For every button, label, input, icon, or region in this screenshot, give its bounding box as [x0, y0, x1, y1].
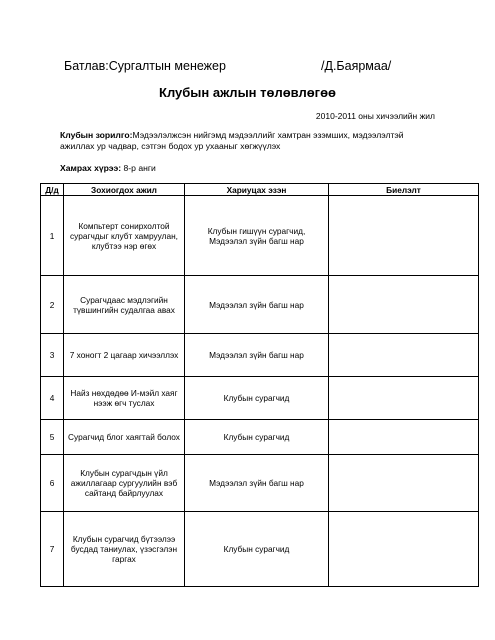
row-task: Компьтерт сонирхолтой сурагчдыг клубт хамруулан, клубтээ нэр өгөх: [64, 196, 185, 276]
table-row: [41, 420, 479, 455]
document-title: Клубын ажлын төлөвлөгөө: [159, 85, 336, 100]
row-number: 1: [41, 196, 64, 276]
header-number: Д/д: [41, 184, 64, 196]
row-status: [329, 455, 479, 512]
participants-value: 8-р анги: [121, 163, 156, 173]
row-number: 5: [41, 420, 64, 455]
row-task: Клубын сурагчдын үйл ажиллагаар сургуулийн вэб сайтанд байрлуулах: [64, 455, 185, 512]
row-number: 3: [41, 334, 64, 377]
row-owner: Клубын сурагчид: [185, 377, 329, 420]
row-task: 7 хоногт 2 цагаар хичээллэх: [64, 334, 185, 377]
header-owner: Хариуцах эзэн: [185, 184, 329, 196]
table-row: [41, 334, 479, 377]
table-row: [41, 276, 479, 334]
table-header-row: [41, 184, 479, 196]
row-owner: Мэдээлэл зүйн багш нар: [185, 334, 329, 377]
row-status: [329, 512, 479, 587]
row-number: 4: [41, 377, 64, 420]
participants-label: Хамрах хүрээ:: [60, 163, 122, 173]
row-number: 7: [41, 512, 64, 587]
row-number: 6: [41, 455, 64, 512]
participants: [60, 163, 156, 173]
row-owner: Мэдээлэл зүйн багш нар: [185, 276, 329, 334]
row-status: [329, 420, 479, 455]
row-task: Клубын сурагчид бүтээлээ бусдад таниулах, үзэсгэлэн гаргах: [64, 512, 185, 587]
row-status: [329, 377, 479, 420]
header-task: Зохиогдох ажил: [64, 184, 185, 196]
row-status: [329, 276, 479, 334]
table-row: [41, 377, 479, 420]
row-task: Найз нөхдөдөө И-мэйл хаяг нээж өгч туслах: [64, 377, 185, 420]
row-owner: Клубын сурагчид: [185, 512, 329, 587]
row-status: [329, 334, 479, 377]
header-status: Биелэлт: [329, 184, 479, 196]
row-status: [329, 196, 479, 276]
table-row: [41, 512, 479, 587]
row-owner: Клубын гишүүн сурагчид, Мэдээлэл зүйн багш нар: [185, 196, 329, 276]
approver-name: /Д.Баярмаа/: [321, 59, 392, 73]
row-task: Сурагчдаас мэдлэгийн түвшингийн судалгаа авах: [64, 276, 185, 334]
row-owner: Клубын сурагчид: [185, 420, 329, 455]
plan-table: [40, 183, 479, 587]
row-task: Сурагчид блог хаягтай болох: [64, 420, 185, 455]
row-number: 2: [41, 276, 64, 334]
table-row: [41, 196, 479, 276]
goal-text: Мэдээлэлжсэн нийгэмд мэдээллийг хамтран эзэмших, мэдээлэлтэй ажиллах ур чадвар, сэтгэн бодох ур ухааныг хөгжүүлэх: [60, 130, 404, 151]
table-row: [41, 455, 479, 512]
school-year: 2010-2011 оны хичээлийн жил: [315, 111, 435, 121]
club-goal: [60, 130, 440, 152]
goal-label: Клубын зорилго:: [60, 130, 133, 140]
row-owner: Мэдээлэл зүйн багш нар: [185, 455, 329, 512]
approval-label: Батлав:Сургалтын менежер: [64, 59, 226, 73]
